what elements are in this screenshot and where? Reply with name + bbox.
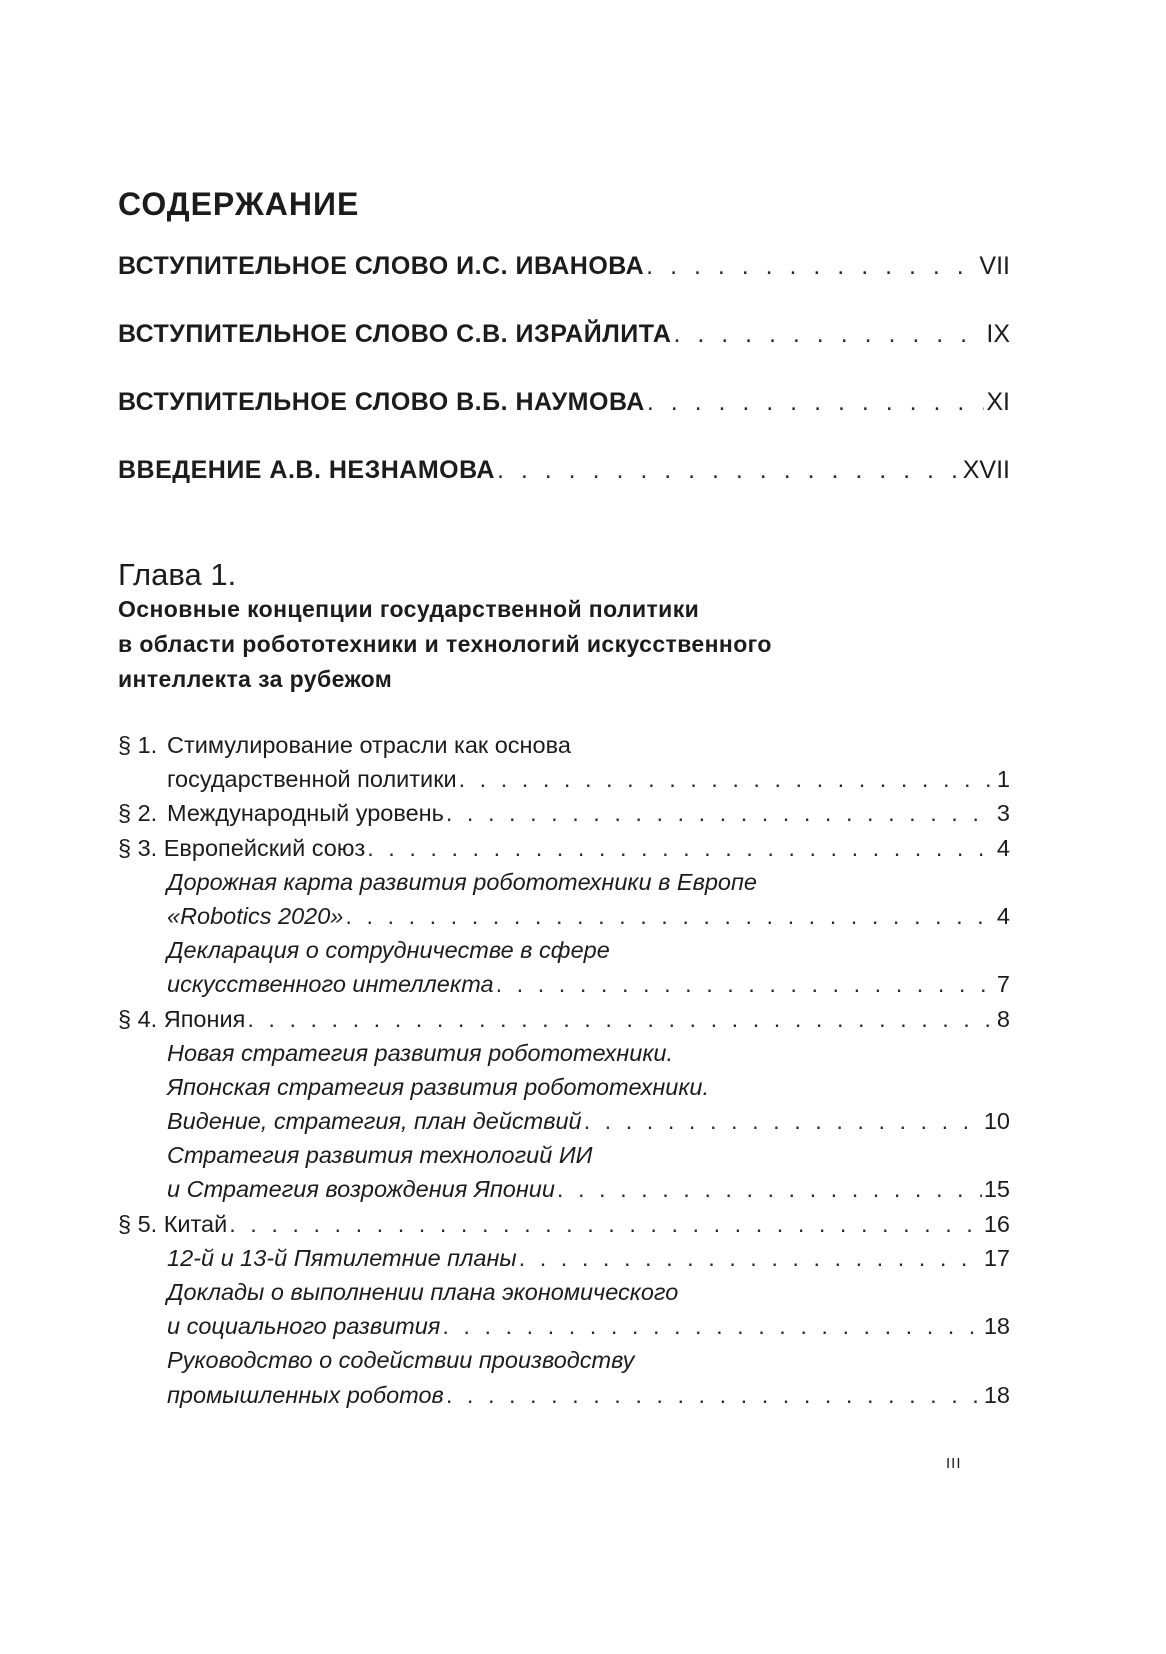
toc-entry-intro-izrailit[interactable] — [118, 317, 1010, 351]
subsection-line[interactable] — [118, 967, 1010, 1001]
chapter-title-line: интеллекта за рубежом — [118, 666, 393, 692]
dot-leader — [442, 1309, 982, 1343]
subsection-line[interactable] — [118, 1172, 1010, 1206]
dot-leader — [519, 1241, 982, 1275]
toc-entry-introduction[interactable] — [118, 453, 1010, 487]
section-page: 16 — [983, 1210, 1010, 1237]
subsection-line[interactable] — [118, 1070, 1010, 1104]
dot-leader — [446, 796, 995, 830]
toc-entry-title: ВВЕДЕНИЕ А.В. НЕЗНАМОВА — [118, 456, 495, 484]
section-number: § 1. — [118, 732, 158, 758]
section-2-line[interactable] — [118, 796, 1010, 830]
subsection-page: 7 — [996, 971, 1010, 998]
subsection-title: Дорожная карта развития робототехники в Европе — [167, 868, 757, 895]
toc-heading: СОДЕРЖАНИЕ — [118, 186, 360, 222]
dot-leader — [497, 453, 961, 487]
subsection-line[interactable] — [118, 1138, 1010, 1172]
section-title: § 3. Европейский союз — [118, 834, 366, 861]
chapter-title — [118, 592, 1010, 697]
subsection-title: «Robotics 2020» — [167, 902, 344, 929]
toc-entry-intro-naumov[interactable] — [118, 385, 1010, 419]
toc-entry-intro-ivanov[interactable] — [118, 249, 1010, 283]
subsection-page: 10 — [983, 1108, 1010, 1135]
section-number: § 2. — [118, 800, 158, 827]
subsection-page: 4 — [996, 902, 1010, 929]
subsection-title: Декларация о сотрудничестве в сфере — [167, 937, 610, 964]
section-3-line[interactable] — [118, 831, 1010, 865]
subsection-line[interactable] — [118, 1309, 1010, 1343]
subsection-line[interactable] — [118, 1036, 1010, 1070]
section-page: 1 — [996, 766, 1010, 793]
subsection-title: Видение, стратегия, план действий — [167, 1108, 582, 1135]
chapter-title-line: в области робототехники и технологий искусственного — [118, 631, 772, 657]
section-page: 4 — [996, 834, 1010, 861]
subsection-page: 17 — [983, 1244, 1010, 1271]
subsection-title: Руководство о содействии производству — [167, 1347, 635, 1374]
subsection-title: искусственного интеллекта — [167, 971, 494, 998]
subsection-title: и социального развития — [167, 1313, 441, 1340]
toc-entry-title: ВСТУПИТЕЛЬНОЕ СЛОВО И.С. ИВАНОВА — [118, 252, 645, 280]
dot-leader — [229, 1207, 982, 1241]
toc-entry-page: VII — [979, 252, 1010, 280]
subsection-title: Доклады о выполнении плана экономического — [167, 1279, 679, 1305]
section-5-line[interactable] — [118, 1207, 1010, 1241]
dot-leader — [673, 317, 984, 351]
dot-leader — [446, 1378, 982, 1412]
dot-leader — [247, 1002, 995, 1036]
toc-entry-page: IX — [986, 320, 1010, 348]
page-folio: III — [946, 1455, 962, 1472]
section-title: Стимулирование отрасли как основа — [167, 732, 571, 758]
toc-entry-page: XVII — [962, 456, 1010, 484]
dot-leader — [646, 249, 977, 283]
subsection-page: 18 — [983, 1313, 1010, 1340]
section-title: § 4. Япония — [118, 1005, 246, 1032]
subsection-line[interactable] — [118, 1241, 1010, 1275]
subsection-title: Японская стратегия развития робототехники. — [167, 1073, 710, 1100]
subsection-line[interactable] — [118, 933, 1010, 967]
subsection-line[interactable] — [118, 1378, 1010, 1412]
section-4-line[interactable] — [118, 1002, 1010, 1036]
subsection-page: 18 — [983, 1381, 1010, 1408]
chapter-title-line: Основные концепции государственной политики — [118, 596, 700, 622]
dot-leader — [459, 762, 995, 796]
subsection-page: 15 — [983, 1176, 1010, 1203]
dot-leader — [345, 899, 995, 933]
section-page: 8 — [996, 1005, 1010, 1032]
dot-leader — [496, 967, 995, 1001]
subsection-line[interactable] — [118, 899, 1010, 933]
section-1-line[interactable] — [118, 728, 1010, 762]
section-page: 3 — [996, 800, 1010, 827]
subsection-title: Стратегия развития технологий ИИ — [167, 1142, 593, 1169]
section-1-line[interactable] — [118, 762, 1010, 796]
toc-entry-title: ВСТУПИТЕЛЬНОЕ СЛОВО В.Б. НАУМОВА — [118, 388, 645, 416]
section-title: государственной политики — [167, 766, 457, 793]
subsection-line[interactable] — [118, 1104, 1010, 1138]
dot-leader — [367, 831, 995, 865]
subsection-title: промышленных роботов — [167, 1381, 444, 1408]
subsection-title: 12-й и 13-й Пятилетние планы — [167, 1244, 517, 1271]
section-list — [118, 728, 1010, 1412]
section-title: § 5. Китай — [118, 1210, 228, 1237]
subsection-line[interactable] — [118, 865, 1010, 899]
subsection-title: Новая стратегия развития робототехники. — [167, 1039, 674, 1066]
toc-entry-page: XI — [986, 388, 1010, 416]
chapter-label: Глава 1. — [118, 557, 237, 592]
section-title: Международный уровень — [167, 800, 444, 827]
dot-leader — [647, 385, 985, 419]
dot-leader — [584, 1104, 982, 1138]
toc-page — [118, 0, 1010, 1654]
dot-leader — [557, 1172, 982, 1206]
toc-entry-title: ВСТУПИТЕЛЬНОЕ СЛОВО С.В. ИЗРАЙЛИТА — [118, 320, 672, 348]
subsection-title: и Стратегия возрождения Японии — [167, 1176, 555, 1203]
subsection-line[interactable] — [118, 1343, 1010, 1377]
subsection-line[interactable] — [118, 1275, 1010, 1309]
